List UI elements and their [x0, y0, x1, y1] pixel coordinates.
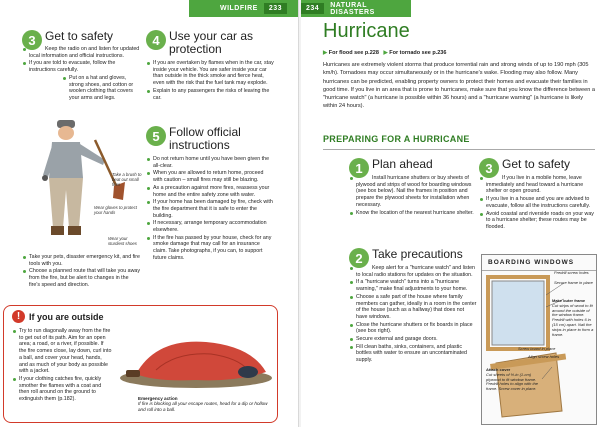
- list-item: When you are allowed to return home, proceed with caution – small fires may still be blazing.: [146, 170, 274, 183]
- header-section: NATURAL DISASTERS: [330, 1, 375, 16]
- label-screw-board: Screw board in place: [518, 346, 556, 351]
- list-item: Install hurricane shutters or buy sheets of plywood and strips of wood for boarding windows (see box below). Nail the frames in position and prepare the plywood sheets for installation when necessary.: [349, 175, 474, 209]
- outside-heading: [12, 310, 104, 323]
- hurricane-safety-heading: [479, 157, 597, 176]
- list-item: Avoid coastal and riverside roads on your way to a hurricane shelter; these routes may be flooded.: [479, 211, 597, 231]
- xref-tornado[interactable]: For tornado see p.236: [389, 50, 447, 56]
- step-number: 5: [146, 126, 166, 146]
- safety-sublist: [62, 75, 140, 102]
- list-item: If the fire has passed by your house, check for any smoke damage that may call for an insurance claim. Take photographs, if you can, to support future claims.: [146, 235, 274, 262]
- step-number: 3: [479, 158, 499, 178]
- list-item: If you live in a house and you are advised to evacuate, follow all the instructions carefully.: [479, 196, 597, 209]
- left-page: [0, 0, 299, 427]
- use-car-list: [146, 60, 274, 101]
- list-item: If you live in a mobile home, leave immediately and head toward a hurricane shelter or open ground.: [479, 175, 597, 195]
- list-item: If you are told to evacuate, follow the instructions carefully.: [22, 60, 140, 73]
- list-item: If a "hurricane watch" turns into a "hurricane warning," make final adjustments to your home.: [349, 279, 477, 292]
- list-item: Keep the radio on and listen for updated local information and official instructions.: [22, 46, 140, 59]
- precautions-heading: [349, 247, 477, 266]
- plan-ahead-list: [349, 175, 474, 216]
- left-page-header: [189, 0, 299, 17]
- list-item: Explain to any passengers the risks of leaving the car.: [146, 88, 274, 101]
- caption-text: If fire is blocking all your escape routes, head for a dip or hollow and roll into a ball.: [138, 401, 268, 412]
- right-page: [301, 0, 600, 427]
- xref-flood[interactable]: For flood see p.228: [328, 50, 379, 56]
- curled-person-illustration: [116, 320, 274, 392]
- intro-paragraph: Hurricanes are extremely violent storms that produce torrential rain and strong winds of up to 190 mph (305 km/h). Tornadoes may occur simultaneously or in the hurricane's wake. Flooding may also follow. Many hurricanes can be predicted, enabling property owners to protect their homes and evacuate their families in good time. If you live in an area that is prone to hurricanes, make sure that you know the difference between a "hurricane watch" (a hurricane is possible within 36 hours) and a "hurricane warning" (a hurricane is likely within 24 hours).: [323, 62, 595, 110]
- section-heading: PREPARING FOR A HURRICANE: [323, 134, 595, 150]
- list-item: Keep alert for a "hurricane watch" and listen to local radio stations for updates on the situation.: [349, 265, 477, 278]
- section-title: Get to safety: [45, 29, 114, 43]
- outside-list: [12, 328, 112, 404]
- follow-heading: [146, 126, 274, 152]
- page-title: Hurricane: [323, 20, 410, 42]
- step-number: 2: [349, 248, 369, 268]
- caption-title: Emergency action: [138, 396, 178, 401]
- section-title: Follow official instructions: [169, 125, 241, 152]
- outer-frame-text: Cut strips of wood to fit around the outside of the window frame. Predrill with holes 6 in (15 cm) apart. Nail the strips in place to form a frame.: [552, 302, 594, 337]
- list-item: If you are overtaken by flames when in the car, stay inside your vehicle. You are safer inside your car than outside in the thick smoke and fierce heat, even with the risk that the fuel tank may explode.: [146, 60, 274, 87]
- boarding-title: BOARDING WINDOWS: [482, 255, 596, 271]
- step-number: 3: [22, 30, 42, 50]
- step-number: 1: [349, 158, 369, 178]
- list-item: Do not return home until you have been given the all-clear.: [146, 156, 274, 169]
- list-item: Take your pets, disaster emergency kit, and fire tools with you.: [22, 254, 140, 267]
- page-number-right: 234: [301, 3, 324, 14]
- caption-boots: Wear your sturdiest shoes: [108, 236, 137, 246]
- caption-gloves: Wear gloves to protect your hands: [94, 205, 137, 215]
- section-title: Get to safety: [502, 157, 571, 171]
- precautions-section: [349, 248, 477, 365]
- boarding-windows-box: [481, 254, 597, 425]
- label-align-holes: Align screw holes: [528, 354, 560, 359]
- get-to-safety-heading: [22, 29, 140, 48]
- caption-rake: Take a brush to beat out small fires: [112, 172, 142, 187]
- header-section: WILDFIRE: [219, 5, 258, 12]
- section-title: Use your car as protection: [169, 29, 254, 56]
- hurricane-safety-section: [479, 158, 597, 232]
- page-number-left: 233: [264, 3, 287, 14]
- step-number: 4: [146, 30, 166, 50]
- get-to-safety-section: [22, 30, 140, 103]
- label-outer-frame: [552, 299, 596, 337]
- list-item: If necessary, arrange temporary accommodation elsewhere.: [146, 220, 274, 233]
- list-item: Try to run diagonally away from the fire to get out of its path. Aim for an open area; a road, or a river, if possible. If the fire comes close, lay down, curl into a ball, and cover your head, hands, and as much of your body as possible with a jacket.: [12, 328, 112, 375]
- list-item: If your home has been damaged by fire, check with the fire department that it is safe to enter the building.: [146, 199, 274, 219]
- list-item: Choose a safe part of the house where family members can gather, ideally in a room in the center of the house (such as a hallway) that does not have windows.: [349, 294, 477, 321]
- attach-cover-text: Cut sheets of ½-in (1-cm) plywood to fit window frame. Predrill holes to align with the frame. Screw cover in place.: [486, 371, 539, 392]
- list-item: If your clothing catches fire, quickly smother the flames with a coat and then roll around on the ground to extinguish them (p.182).: [12, 376, 112, 403]
- safety-list: [22, 46, 140, 74]
- section-title: Take precautions: [372, 247, 463, 261]
- emergency-caption: [138, 396, 268, 412]
- section-title: Plan ahead: [372, 157, 433, 171]
- label-secure-frame: Secure frame in place: [554, 280, 593, 285]
- follow-instructions-section: [146, 126, 274, 263]
- label-attach-cover: [486, 368, 544, 392]
- attach-cover-title: Attach cover: [486, 367, 511, 372]
- plan-ahead-section: [349, 158, 474, 217]
- list-item: Put on a hat and gloves, strong shoes, and cotton or woolen clothing that covers your arms and legs.: [62, 75, 140, 102]
- safety-list-after: [22, 254, 140, 290]
- precautions-list: [349, 265, 477, 364]
- cross-references: ▶ For flood see p.228 ▶ For tornado see p.236: [323, 50, 447, 56]
- outside-title: If you are outside: [29, 311, 104, 322]
- right-page-header: [301, 0, 411, 17]
- warning-icon: !: [12, 310, 25, 323]
- outside-warning-box: [3, 305, 278, 423]
- list-item: Close the hurricane shutters or fix boards in place (see box right).: [349, 322, 477, 335]
- list-item: Secure external and garage doors.: [349, 336, 477, 343]
- list-item: Fill clean baths, sinks, containers, and plastic bottles with water to ensure an uncontaminated supply.: [349, 344, 477, 364]
- list-item: As a precaution against more fires, reassess your home and the entire safety zone with water.: [146, 185, 274, 198]
- outer-frame-title: Make outer frame: [552, 298, 586, 303]
- plan-ahead-heading: [349, 157, 474, 176]
- label-predrill: Predrill screw holes: [554, 270, 589, 275]
- follow-list: [146, 156, 274, 262]
- use-car-heading: [146, 30, 274, 56]
- list-item: Know the location of the nearest hurricane shelter.: [349, 210, 474, 217]
- list-item: Choose a planned route that will take you away from the fire, but be alert to changes in the fire's speed and direction.: [22, 268, 140, 288]
- hurricane-safety-list: [479, 175, 597, 231]
- use-car-section: [146, 30, 274, 102]
